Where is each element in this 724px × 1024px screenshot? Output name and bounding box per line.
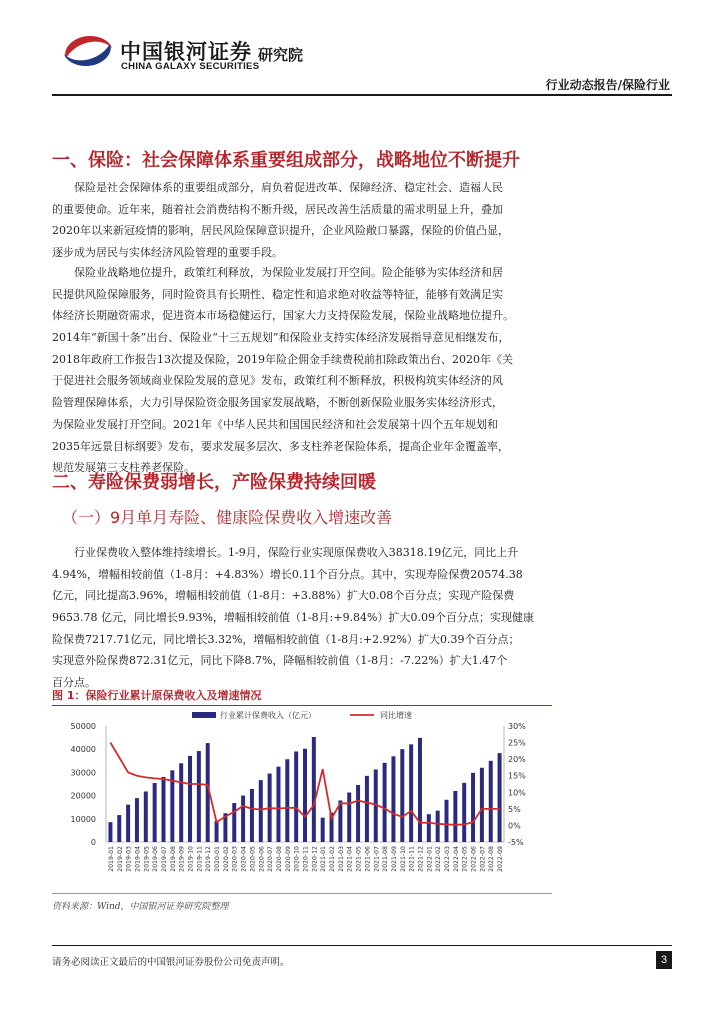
x-tick-label: 2021-05 — [355, 846, 363, 872]
x-tick-label: 2021-10 — [399, 846, 407, 872]
section1-heading: 一、保险：社会保障体系重要组成部分，战略地位不断提升 — [52, 150, 520, 171]
premium-bar — [400, 749, 404, 842]
premium-bar — [480, 768, 484, 842]
figure-bottom-rule — [52, 893, 552, 894]
chart-legend — [192, 710, 412, 720]
x-tick-label: 2019-10 — [187, 846, 195, 872]
premium-bar — [197, 751, 201, 842]
x-tick-label: 2019-06 — [152, 846, 160, 872]
y-right-tick-label: 20% — [508, 755, 526, 765]
premium-income-chart — [52, 706, 552, 892]
x-tick-label: 2020-11 — [302, 846, 310, 872]
text-line: 2014年“新国十条”出台、保险业“十三五规划”和保险业支持实体经济发展指导意见相继发布， — [52, 331, 510, 345]
x-tick-label: 2022-03 — [444, 846, 452, 872]
y-left-tick-label: 40000 — [70, 745, 96, 755]
premium-bar — [135, 798, 139, 842]
premium-bar — [259, 780, 263, 842]
x-tick-label: 2020-10 — [293, 846, 301, 872]
section1-paragraph-2 — [52, 262, 672, 479]
premium-bar — [409, 744, 413, 842]
premium-bar — [356, 785, 360, 842]
x-tick-label: 2019-03 — [125, 846, 133, 872]
text-line: 民提供风险保障服务，同时险资具有长期性、稳定性和追求绝对收益等特征，能够有效满足实 — [52, 287, 503, 301]
text-line: 2020年以来新冠疫情的影响，居民风险保障意识提升，企业风险敞口暴露，保险的价值凸显， — [52, 224, 509, 238]
premium-bar — [188, 756, 192, 842]
x-tick-label: 2022-06 — [470, 846, 478, 872]
y-right-tick-label: -5% — [508, 838, 524, 847]
premium-bar — [427, 814, 431, 842]
brand-name-cn: 中国银河证券 — [120, 40, 252, 64]
chart-bars — [108, 737, 501, 842]
x-tick-label: 2021-11 — [408, 846, 416, 872]
y-left-tick-label: 0 — [90, 838, 96, 847]
x-tick-label: 2022-02 — [435, 846, 443, 872]
x-tick-label: 2021-04 — [346, 846, 354, 872]
text-line: 保险是社会保障体系的重要组成部分，肩负着促进改革、保障经济、稳定社会、造福人民 — [74, 181, 503, 194]
premium-bar — [285, 759, 289, 842]
text-line: 规范发展第三支柱养老保险。 — [52, 461, 195, 475]
text-line: 的重要使命。近年来，随着社会消费结构不断升级，居民改善生活质量的需求明显上升，叠加 — [52, 202, 503, 216]
x-tick-label: 2022-05 — [461, 846, 469, 872]
x-tick-label: 2019-09 — [178, 846, 186, 872]
x-tick-label: 2019-05 — [143, 846, 151, 872]
section2-subheading: （一）9月单月寿险、健康险保费收入增速改善 — [62, 508, 393, 527]
premium-bar — [383, 763, 387, 842]
x-tick-label: 2019-12 — [205, 846, 213, 872]
text-line: 2035年远景目标纲要》发布，要求发展多层次、多支柱养老保险体系，提高企业年金覆盖率， — [52, 439, 509, 453]
x-tick-label: 2020-03 — [231, 846, 239, 872]
header-divider — [52, 94, 672, 96]
chart-axes — [71, 722, 527, 872]
y-left-tick-label: 30000 — [70, 768, 96, 778]
text-line: 险保费7217.71亿元，同比增长3.32%，增幅相较前值（1-8月:+2.92%）扩大0.39个百分点； — [52, 632, 520, 646]
figure-source: 资料来源：Wind，中国银河证券研究院整理 — [52, 902, 229, 912]
section1-paragraph-1 — [52, 177, 672, 264]
x-tick-label: 2019-08 — [169, 846, 177, 872]
section2-heading: 二、寿险保费弱增长，产险保费持续回暖 — [52, 472, 376, 493]
premium-bar — [161, 777, 165, 842]
y-right-tick-label: 15% — [508, 771, 526, 781]
x-tick-label: 2022-04 — [452, 846, 460, 872]
premium-bar — [241, 796, 245, 842]
text-line: 亿元，同比提高3.96%，增幅相较前值（1-8月：+3.88%）扩大0.08个百分点；实现产险保费 — [52, 589, 515, 603]
premium-bar — [232, 803, 236, 842]
x-tick-label: 2020-07 — [267, 846, 275, 872]
premium-bar — [117, 815, 121, 842]
page-header — [0, 0, 724, 100]
premium-bar — [418, 738, 422, 842]
x-tick-label: 2020-05 — [249, 846, 257, 872]
x-tick-label: 2021-09 — [390, 846, 398, 872]
x-tick-label: 2021-07 — [373, 846, 381, 872]
figure-title: 图 1：保险行业累计原保费收入及增速情况 — [52, 689, 262, 702]
x-tick-label: 2020-02 — [222, 846, 230, 872]
x-tick-label: 2020-09 — [284, 846, 292, 872]
premium-bar — [347, 793, 351, 842]
x-tick-label: 2022-01 — [426, 846, 434, 872]
report-type: 行业动态报告/保险行业 — [545, 78, 670, 92]
premium-bar — [462, 783, 466, 842]
premium-bar — [215, 821, 219, 842]
section2-paragraph — [52, 542, 672, 694]
page-number: 3 — [656, 951, 672, 969]
text-line: 9653.78 亿元，同比增长9.93%，增幅相较前值（1-8月:+9.84%）扩大0.09个百分点；实现健康 — [52, 611, 534, 625]
x-tick-label: 2019-04 — [134, 846, 142, 872]
x-tick-label: 2021-03 — [337, 846, 345, 872]
x-tick-label: 2021-02 — [329, 846, 337, 872]
premium-bar — [321, 818, 325, 842]
y-right-tick-label: 25% — [508, 738, 526, 748]
x-tick-label: 2022-09 — [497, 846, 505, 872]
premium-bar — [498, 753, 502, 842]
text-line: 实现意外险保费872.31亿元，同比下降8.7%，降幅相较前值（1-8月：-7.22%）扩大1.47个 — [52, 654, 508, 668]
y-right-tick-label: 0% — [508, 821, 521, 831]
premium-bar — [153, 783, 157, 842]
brand-name-en: CHINA GALAXY SECURITIES — [121, 61, 260, 72]
premium-bar — [436, 811, 440, 842]
x-tick-label: 2019-01 — [107, 846, 115, 872]
legend-line-label: 同比增速 — [380, 711, 412, 720]
x-tick-label: 2019-02 — [116, 846, 124, 872]
premium-bar — [179, 763, 183, 842]
x-tick-label: 2019-11 — [196, 846, 204, 872]
footer-divider — [52, 945, 672, 946]
premium-bar — [365, 776, 369, 842]
text-line: 险管理保障体系，大力引导保险资金服务国家发展战略，不断创新保险业服务实体经济形式， — [52, 396, 503, 410]
premium-bar — [276, 767, 280, 842]
x-tick-label: 2020-01 — [214, 846, 222, 872]
premium-bar — [250, 789, 254, 842]
premium-bar — [294, 751, 298, 842]
x-tick-label: 2020-08 — [275, 846, 283, 872]
text-line: 为保险业发展打开空间。2021年《中华人民共和国国民经济和社会发展第十四个五年规划和 — [52, 417, 498, 431]
premium-bar — [489, 761, 493, 842]
y-right-tick-label: 30% — [508, 722, 526, 731]
x-tick-label: 2022-08 — [488, 846, 496, 872]
institute-label: 研究院 — [258, 46, 304, 64]
y-left-tick-label: 50000 — [70, 722, 96, 731]
text-line: 体经济长期融资需求，促进资本市场稳健运行，国家大力支持保险发展，保险业战略地位提升。 — [52, 309, 514, 323]
premium-bar — [445, 800, 449, 842]
premium-bar — [108, 822, 112, 842]
y-left-tick-label: 10000 — [70, 814, 96, 824]
premium-bar — [391, 756, 395, 842]
x-tick-label: 2020-06 — [258, 846, 266, 872]
text-line: 逐步成为居民与实体经济风险管理的重要手段。 — [52, 246, 283, 260]
x-tick-label: 2020-04 — [240, 846, 248, 872]
x-tick-label: 2021-01 — [320, 846, 328, 872]
premium-bar — [471, 773, 475, 842]
legend-bar-swatch — [192, 712, 216, 718]
premium-bar — [453, 791, 457, 842]
premium-bar — [144, 791, 148, 842]
x-tick-label: 2020-12 — [311, 846, 319, 872]
x-tick-label: 2021-06 — [364, 846, 372, 872]
galaxy-logo-icon — [60, 30, 116, 70]
x-tick-label: 2021-12 — [417, 846, 425, 872]
premium-bar — [303, 749, 307, 842]
text-line: 2018年政府工作报告13次提及保险，2019年险企佣金手续费税前扣除政策出台、2020年《关 — [52, 352, 513, 366]
text-line: 4.94%，增幅相较前值（1-8月：+4.83%）增长0.11个百分点。其中，实现寿险保费20574.38 — [52, 567, 523, 581]
x-tick-label: 2019-07 — [160, 846, 168, 872]
premium-bar — [126, 805, 130, 842]
legend-bar-label: 行业累计保费收入（亿元） — [220, 711, 316, 720]
text-line: 于促进社会服务领域商业保险发展的意见》发布，政策红利不断释放，积极构筑实体经济的风 — [52, 374, 503, 388]
y-right-tick-label: 10% — [508, 788, 526, 798]
premium-bar — [312, 737, 316, 842]
text-line: 百分点。 — [52, 676, 96, 690]
footer-disclaimer: 请务必阅读正文最后的中国银河证券股份公司免责声明。 — [52, 957, 290, 968]
x-tick-label: 2022-07 — [479, 846, 487, 872]
y-right-tick-label: 5% — [508, 804, 521, 814]
x-tick-label: 2021-08 — [382, 846, 390, 872]
text-line: 行业保费收入整体维持续增长。1-9月，保险行业实现原保费收入38318.19亿元，同比上升 — [74, 546, 519, 559]
y-left-tick-label: 20000 — [70, 791, 96, 801]
text-line: 保险业战略地位提升，政策红利释放，为保险业发展打开空间。险企能够为实体经济和居 — [74, 266, 503, 279]
